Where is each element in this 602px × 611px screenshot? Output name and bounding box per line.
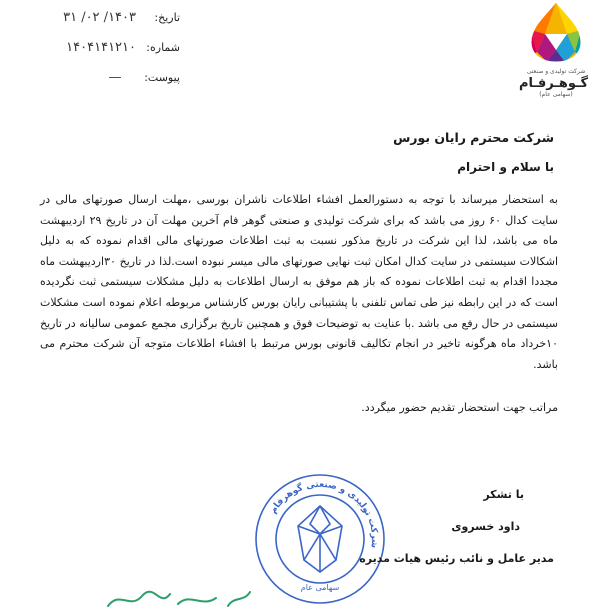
date-row — [20, 2, 180, 32]
recipient: شرکت محترم رایان بورس — [393, 130, 554, 145]
date-label: تاریخ: — [154, 10, 180, 24]
logo-company-type: (سهامی عام) — [539, 91, 573, 98]
signature-block — [354, 488, 554, 584]
signature-name: داود خسروی — [451, 520, 520, 533]
letter-body: به استحضار میرساند با توجه به دستورالعمل افشاء اطلاعات ناشران بورسی ،مهلت ارسال صورتهای مالی در سایت کدال ۶۰ روز می باشد که برای شرکت تولیدی و صنعتی گوهر فام آخرین مهلت آن در تاریخ ۲۹ اردیبهشت ماه می باشد، لذا این شرکت در تاریخ مذکور نسبت به ثبت اطلاعات صورتهای مالی اقدام نموده که به دلیل اشکالات سیستمی در سایت کدال امکان ثبت نهایی صورتهای مالی میسر نبوده است.لذا در تاریخ ۳۰اردیبهشت ماه مجددا اقدام به ثبت اطلاعات نموده که باز هم موفق به ارسال اطلاعات به دلیل مشکلات سیستمی ثبت نگردیده است که در این رابطه نیز طی تماس تلفنی با پشتیبانی رایان بورس کارشناس مربوطه اعلام نموده است مشکلات سیستمی در حال رفع می باشد .با عنایت به توضیحات فوق و همچنین تاریخ برگزاری مجمع عمومی سالیانه در تاریخ ۱۰خرداد ماه هرگونه تاخیر در انجام تکالیف قانونی بورس مرتبط با افشاء اطلاعات متوجه آن شرکت محترم می باشد. — [40, 193, 558, 371]
handwritten-signature-icon — [100, 586, 260, 611]
number-label: شماره: — [146, 40, 180, 54]
letter-meta — [20, 2, 180, 92]
attachment-value: — — [108, 69, 122, 85]
stamp-ring-text: شرکت تولیدی و صنعتی گوهرفام — [268, 479, 380, 549]
stamp-inner-text: سهامی عام — [300, 583, 340, 592]
logo-subtitle: شرکت تولیدی و صنعتی — [526, 68, 586, 75]
greeting: با سلام و احترام — [457, 160, 554, 174]
signature-title: مدیر عامل و نائب رئیس هیات مدیره — [359, 552, 554, 565]
number-value: ۱۴۰۴۱۴۱۲۱۰ — [66, 39, 136, 55]
date-value: ۱۴۰۳/ ۰۲/ ۳۱ — [63, 9, 136, 25]
number-row — [20, 32, 180, 62]
gem-logo-icon — [527, 0, 585, 64]
signature-thanks: با تشکر — [483, 488, 524, 501]
letter-closing: مراتب جهت استحضار تقدیم حضور میگردد. — [361, 401, 558, 414]
logo-brand: گـوهـرفـام — [518, 76, 588, 91]
attachment-label: پیوست: — [144, 70, 180, 84]
attachment-row — [20, 62, 180, 92]
company-logo — [518, 0, 588, 106]
